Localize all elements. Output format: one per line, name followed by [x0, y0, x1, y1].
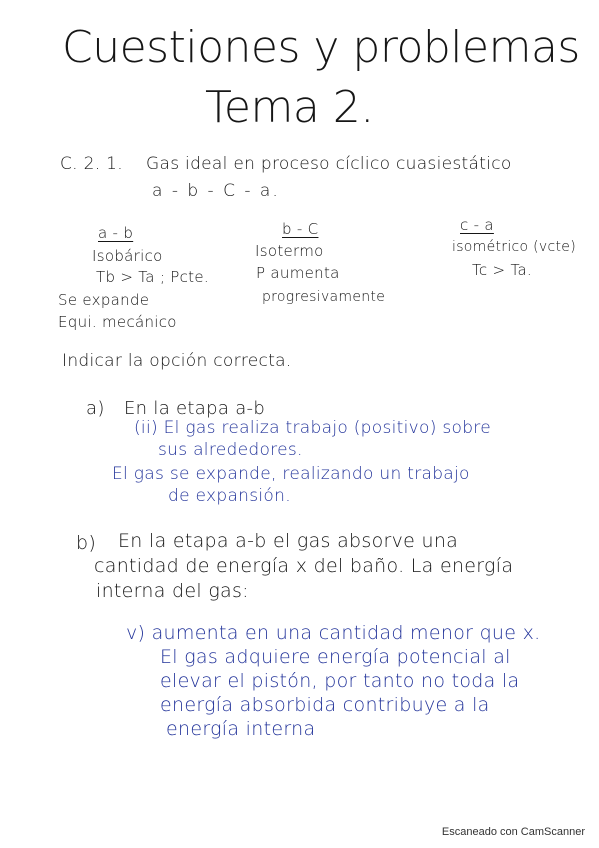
question-b-answer-5: energía interna [166, 718, 316, 740]
stage-bc-line-1: Isotermo [255, 242, 324, 260]
question-b-answer-3: elevar el pistón, por tanto no toda la [160, 670, 520, 692]
stage-ab-line-3: Se expande [58, 291, 150, 309]
problem-cycle: a - b - C - a. [152, 181, 280, 201]
question-a-answer-2: sus alrededores. [158, 440, 303, 460]
stage-ab-line-2: Tb > Ta ; Pcte. [96, 268, 209, 286]
instruction: Indicar la opción correcta. [62, 351, 292, 371]
question-b-answer-4: energía absorbida contribuye a la [160, 694, 490, 716]
stage-ab-line-4: Equi. mecánico [58, 313, 177, 331]
question-a-answer-3: El gas se expande, realizando un trabajo [112, 464, 470, 484]
question-b-label: b) [76, 532, 97, 554]
problem-statement: Gas ideal en proceso cíclico cuasiestático [146, 154, 512, 174]
question-a-text: En la etapa a-b [124, 398, 266, 419]
question-a-label: a) [86, 398, 105, 419]
page-title: Cuestiones y problemas [62, 22, 580, 73]
question-b-line-1: En la etapa a-b el gas absorve una [118, 530, 459, 552]
stage-bc-line-3: progresivamente [262, 289, 386, 305]
question-b-answer-1: v) aumenta en una cantidad menor que x. [126, 622, 541, 644]
stage-ca-line-2: Tc > Ta. [472, 261, 533, 279]
question-b-line-3: interna del gas: [96, 580, 249, 602]
question-a-answer-4: de expansión. [168, 486, 291, 506]
stage-ca-line-1: isométrico (vcte) [452, 239, 576, 255]
stage-bc-line-2: P aumenta [256, 264, 340, 282]
question-a-answer-1: (ii) El gas realiza trabajo (positivo) sobre [134, 418, 491, 438]
stage-ca-label: c - a [460, 216, 494, 234]
stage-bc-label: b - C [282, 220, 319, 238]
problem-id: C. 2. 1. [60, 154, 123, 174]
page-subtitle: Tema 2. [205, 82, 374, 133]
stage-ab-line-1: Isobárico [92, 247, 163, 265]
scanner-footer: Escaneado con CamScanner [441, 826, 585, 838]
stage-ab-label: a - b [98, 224, 134, 242]
question-b-line-2: cantidad de energía x del baño. La energía [94, 555, 514, 577]
question-b-answer-2: El gas adquiere energía potencial al [160, 646, 511, 668]
